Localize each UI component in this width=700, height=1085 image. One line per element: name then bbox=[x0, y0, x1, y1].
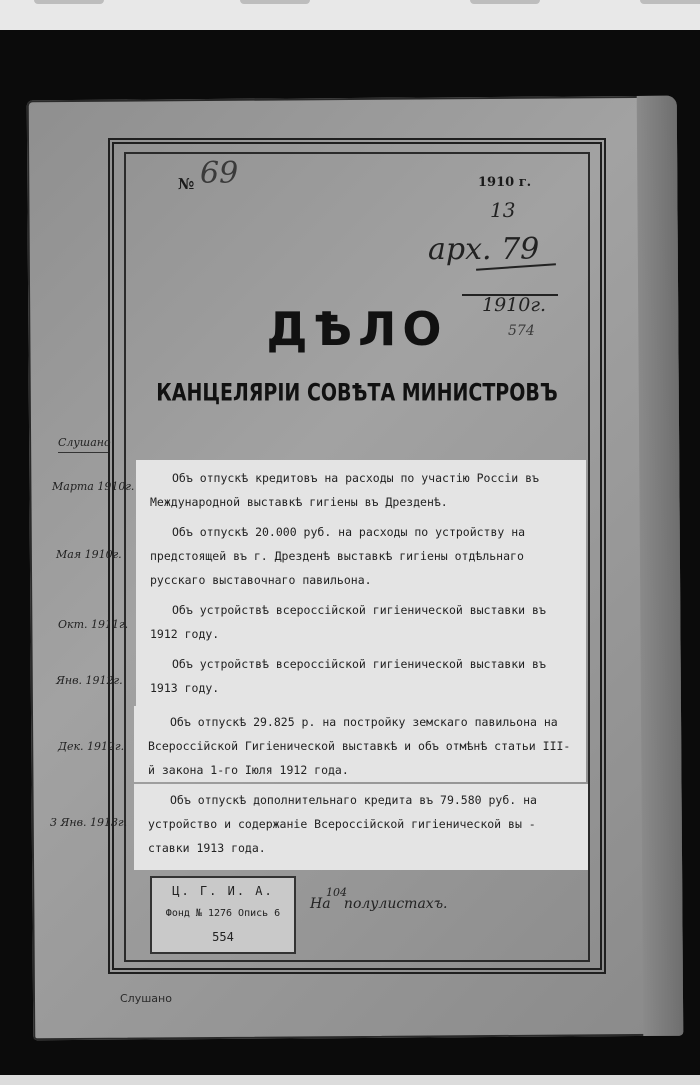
handwritten-archive-number: арх. 79 bbox=[428, 232, 540, 267]
file-number-label: № bbox=[178, 175, 195, 193]
margin-note: Янв. 1912г. bbox=[56, 674, 123, 687]
document-title: ДѢЛО bbox=[266, 302, 448, 356]
margin-note: Мая 1910г. bbox=[56, 548, 122, 561]
stamp-fond-opis: Фонд № 1276 Опись 6 bbox=[165, 908, 281, 919]
handwritten-year: 1910г. bbox=[482, 294, 546, 316]
item-text: Объ отпускѣ дополнительнаго кредита въ 79.580 руб. на устройство и содержаніе Всероссійской гигіенической вы - ставки 1913 года. bbox=[148, 793, 537, 855]
handwritten-574: 574 bbox=[508, 323, 535, 339]
year-label: 1910 г. bbox=[478, 175, 532, 190]
document-subtitle: КАНЦЕЛЯРІИ СОВѢТА МИНИСТРОВЪ bbox=[156, 379, 558, 407]
scan-top-strip bbox=[0, 0, 700, 30]
handwritten-13: 13 bbox=[490, 198, 516, 222]
item-text: Объ отпускѣ 29.825 р. на постройку земскаго павильона на Всероссійской Гигіенической выставкѣ и объ отмѣнѣ статьи III-й закона 1-го Іюля 1912 года. bbox=[148, 715, 571, 777]
margin-note: Слушано bbox=[58, 436, 111, 449]
stamp-delo-number: 554 bbox=[212, 930, 234, 944]
margin-note: 3 Янв. 1913г. bbox=[50, 816, 128, 829]
item-text: Объ устройствѣ всероссійской гигіенической выставки въ 1912 году. bbox=[150, 603, 546, 641]
margin-note: Марта 1910г. bbox=[52, 480, 135, 493]
sheet-count-number: 104 bbox=[326, 886, 347, 899]
sheet-count-prefix: На bbox=[310, 896, 331, 912]
bottom-heard-note: Слушано bbox=[120, 992, 172, 1005]
margin-rule bbox=[58, 452, 108, 453]
pasted-label-3 bbox=[134, 784, 588, 870]
item-text: Объ отпускѣ кредитовъ на расходы по участію Россіи въ Международной выставкѣ гигіены въ Дрезденѣ. bbox=[150, 471, 539, 509]
file-number-handwritten: 69 bbox=[200, 156, 239, 191]
scan-bottom-strip bbox=[0, 1075, 700, 1085]
archive-stamp bbox=[150, 876, 296, 954]
stamp-archive-name: Ц. Г. И. А. bbox=[172, 884, 274, 898]
folder-edge bbox=[637, 96, 684, 1036]
margin-note: Окт. 1911г. bbox=[58, 618, 129, 631]
pasted-label-1 bbox=[136, 460, 586, 708]
item-text: Объ устройствѣ всероссійской гигіенической выставки въ 1913 году. bbox=[150, 657, 546, 695]
sheet-count-suffix: полулистахъ. bbox=[343, 896, 448, 912]
item-text: Объ отпускѣ 20.000 руб. на расходы по устройству на предстоящей въ г. Дрезденѣ выставкѣ гигіены отдѣльнаго русскаго выставочнаго павильона. bbox=[150, 525, 526, 587]
pasted-label-2 bbox=[134, 706, 586, 782]
margin-note: Дек. 1912г. bbox=[58, 740, 125, 753]
